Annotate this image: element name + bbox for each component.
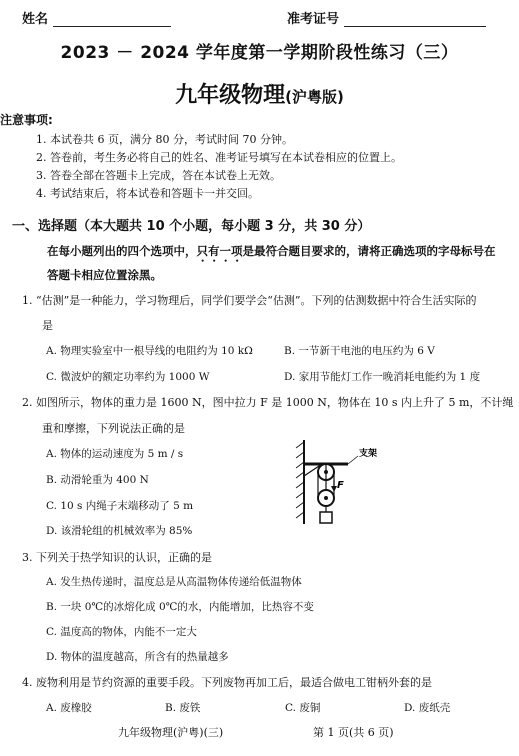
question-1-option-d: D. 家用节能灯工作一晚消耗电能约为 1 度 — [284, 371, 481, 383]
edition-label: (沪粤版) — [285, 88, 344, 106]
note-item: 1. 本试卷共 6 页，满分 80 分，考试时间 70 分钟。 — [36, 133, 293, 146]
note-item: 3. 答卷全部在答题卡上完成，答在本试卷上无效。 — [36, 169, 281, 182]
pulley-figure — [290, 436, 400, 526]
question-4-stem: 4. 废物利用是节约资源的重要手段。下列废物再加工后，最适合做电工钳柄外套的是 — [22, 676, 432, 689]
question-3-option-c: C. 温度高的物体，内能不一定大 — [46, 626, 197, 638]
question-2-option-b: B. 动滑轮重为 400 N — [46, 474, 149, 486]
name-label: 姓名 — [22, 12, 49, 27]
footer-subject: 九年级物理(沪粤)(三) — [118, 726, 224, 739]
subject-name: 九年级物理 — [175, 83, 286, 108]
note-item: 2. 答卷前，考生务必将自己的姓名、准考证号填写在本试卷相应的位置上。 — [36, 151, 402, 164]
section-instruction-line2: 答题卡相应位置涂黑。 — [47, 268, 162, 282]
question-1-stem-cont: 是 — [42, 319, 53, 332]
question-2-option-c: C. 10 s 内绳子末端移动了 5 m — [46, 500, 194, 512]
footer-page-number: 第 1 页(共 6 页) — [313, 726, 394, 739]
load-block — [320, 512, 332, 523]
section-instruction: 在每小题列出的四个选项中，只有一项是最符合题目要求的，请将正确选项的字母标号在 — [47, 244, 496, 258]
question-2-stem: 2. 如图所示，物体的重力是 1600 N，图中拉力 F 是 1000 N，物体在 10 s 内上升了 5 m，不计绳 — [22, 396, 514, 409]
name-field — [22, 8, 171, 27]
name-underline — [53, 14, 171, 27]
exam-id-underline — [344, 14, 486, 27]
subject-title — [0, 78, 519, 109]
exam-id-label: 准考证号 — [287, 12, 340, 27]
question-2-option-d: D. 该滑轮组的机械效率为 85% — [46, 525, 193, 537]
question-1-option-c: C. 微波炉的额定功率约为 1000 W — [46, 371, 210, 383]
note-item: 4. 考试结束后，将本试卷和答题卡一并交回。 — [36, 187, 259, 200]
question-2-option-a: A. 物体的运动速度为 5 m / s — [46, 448, 184, 460]
question-4-option-b: B. 废铁 — [165, 702, 201, 714]
question-2-stem-cont: 重和摩擦，下列说法正确的是 — [42, 422, 185, 435]
question-3-option-b: B. 一块 0℃的冰熔化成 0℃的水，内能增加，比热容不变 — [46, 601, 314, 613]
question-4-option-c: C. 废铜 — [285, 702, 321, 714]
notes-heading: 注意事项: — [0, 113, 53, 127]
question-3-stem: 3. 下列关于热学知识的认识，正确的是 — [22, 551, 212, 564]
question-1-option-b: B. 一节新干电池的电压约为 6 V — [284, 345, 435, 357]
wall-hatching — [296, 442, 304, 518]
force-label: F — [337, 480, 344, 491]
question-4-option-d: D. 废纸壳 — [404, 702, 451, 714]
emphasis-text: 只有一项 — [196, 244, 243, 258]
question-3-option-d: D. 物体的温度越高，所含有的热量越多 — [46, 651, 229, 663]
section-heading: 一、选择题（本大题共 10 个小题，每小题 3 分，共 30 分） — [12, 219, 371, 234]
exam-title: 2023 － 2024 学年度第一学期阶段性练习（三） — [60, 43, 459, 63]
question-4-option-a: A. 废橡胶 — [46, 702, 92, 714]
question-3-option-a: A. 发生热传递时，温度总是从高温物体传递给低温物体 — [46, 576, 302, 588]
question-1-option-a: A. 物理实验室中一根导线的电阻约为 10 kΩ — [46, 345, 253, 357]
exam-id-field — [287, 8, 486, 27]
support-label: 支架 — [359, 449, 378, 459]
question-1-stem: 1. “估测”是一种能力，学习物理后，同学们要学会“估测”。下列的估测数据中符合生活实际的 — [22, 294, 477, 307]
